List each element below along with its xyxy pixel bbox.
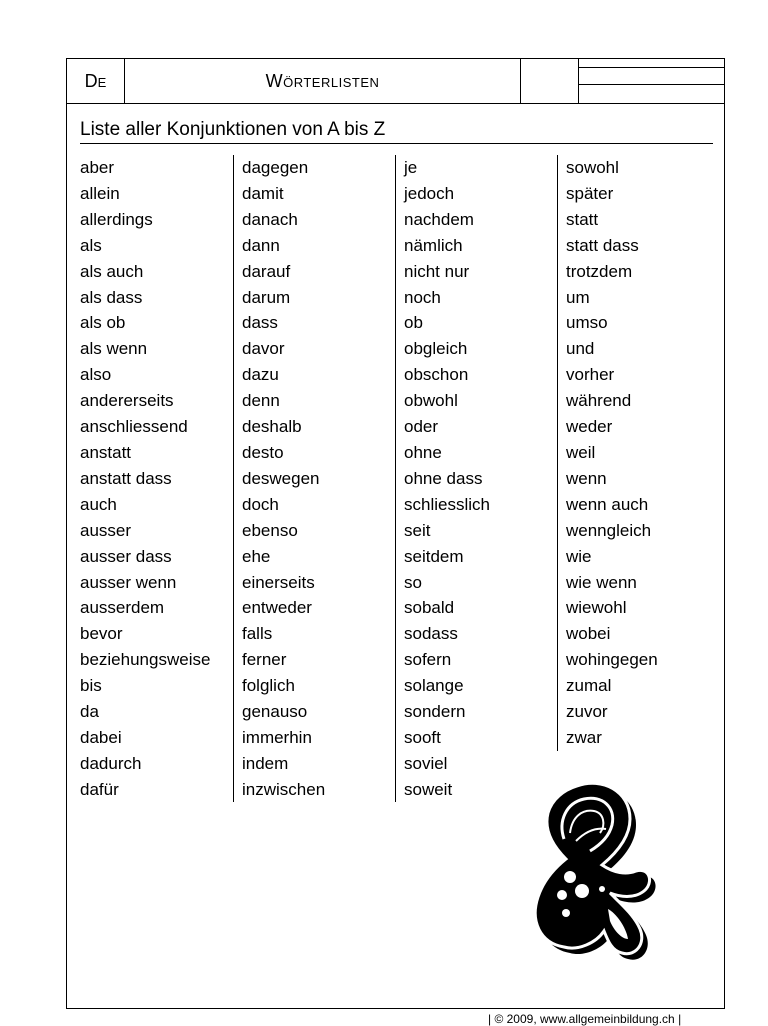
word-item: falls: [242, 624, 273, 644]
word-item: so: [404, 572, 422, 592]
column-divider: [395, 155, 396, 802]
word-item: sodass: [404, 624, 458, 644]
header-divider: [67, 103, 724, 104]
word-item: aber: [80, 158, 115, 177]
word-item: umso: [566, 313, 608, 333]
word-item: da: [80, 702, 99, 722]
word-item: dadurch: [80, 753, 142, 773]
word-item: anstatt: [80, 442, 132, 462]
word-item: je: [404, 158, 418, 177]
word-item: seitdem: [404, 546, 464, 566]
worksheet-frame: [66, 58, 725, 1009]
word-item: als dass: [80, 287, 143, 307]
word-item: anstatt dass: [80, 468, 172, 488]
word-column-2: [242, 155, 325, 803]
subject-label: De: [84, 70, 107, 91]
word-item: jedoch: [404, 183, 455, 203]
column-divider: [233, 155, 234, 802]
word-item: obschon: [404, 365, 469, 385]
word-item: sondern: [404, 702, 466, 722]
word-item: sobald: [404, 598, 455, 618]
word-item: genauso: [242, 702, 308, 722]
word-item: solange: [404, 676, 464, 696]
word-item: noch: [404, 287, 441, 307]
word-item: als: [80, 235, 102, 255]
header-lines-box: [579, 59, 725, 103]
word-item: doch: [242, 494, 279, 514]
word-item: wiewohl: [566, 598, 627, 618]
word-item: deshalb: [242, 417, 302, 437]
header-line: [579, 67, 725, 68]
word-item: soviel: [404, 753, 448, 773]
word-item: sowohl: [566, 158, 619, 177]
word-item: ferner: [242, 650, 287, 670]
word-item: als ob: [80, 313, 126, 333]
ampersand-icon: [522, 781, 672, 971]
word-item: dazu: [242, 365, 279, 385]
page-title: Wörterlisten: [265, 70, 380, 91]
empty-header-box: [521, 59, 579, 103]
word-column-1: [80, 155, 210, 803]
word-item: bis: [80, 676, 102, 696]
word-item: denn: [242, 391, 280, 411]
word-item: anschliessend: [80, 417, 188, 437]
word-item: sofern: [404, 650, 452, 670]
word-item: davor: [242, 339, 285, 359]
heading-rule: [80, 143, 713, 144]
word-item: bevor: [80, 624, 123, 644]
word-item: darum: [242, 287, 291, 307]
word-item: immerhin: [242, 727, 312, 747]
word-item: einerseits: [242, 572, 315, 592]
word-item: schliesslich: [404, 494, 490, 514]
word-item: dann: [242, 235, 280, 255]
word-item: seit: [404, 520, 431, 540]
word-item: dass: [242, 313, 278, 333]
word-item: ohne dass: [404, 468, 483, 488]
word-item: zumal: [566, 676, 612, 696]
word-item: andererseits: [80, 391, 174, 411]
word-item: ausser dass: [80, 546, 172, 566]
word-item: darauf: [242, 261, 291, 281]
word-item: sooft: [404, 727, 441, 747]
word-item: ebenso: [242, 520, 298, 540]
word-item: also: [80, 365, 112, 385]
word-item: dafür: [80, 779, 119, 799]
word-item: als auch: [80, 261, 144, 281]
word-item: ausser: [80, 520, 132, 540]
word-item: zwar: [566, 727, 602, 747]
word-item: folglich: [242, 676, 295, 696]
word-item: während: [566, 391, 632, 411]
word-item: damit: [242, 183, 284, 203]
word-item: später: [566, 183, 614, 203]
word-item: beziehungsweise: [80, 650, 211, 670]
word-item: statt: [566, 209, 599, 229]
copyright-footer: | © 2009, www.allgemeinbildung.ch |: [488, 1012, 682, 1026]
word-item: wie: [566, 546, 592, 566]
word-item: ehe: [242, 546, 271, 566]
word-item: nämlich: [404, 235, 463, 255]
word-item: ausserdem: [80, 598, 165, 618]
word-item: oder: [404, 417, 439, 437]
word-item: zuvor: [566, 702, 608, 722]
word-item: inzwischen: [242, 779, 326, 799]
word-item: danach: [242, 209, 298, 229]
word-item: wenn: [566, 468, 607, 488]
word-item: allein: [80, 183, 120, 203]
column-divider: [557, 155, 558, 751]
word-column-4: [566, 155, 658, 751]
header-line: [579, 84, 725, 85]
word-item: ohne: [404, 442, 442, 462]
word-item: ob: [404, 313, 423, 333]
word-item: wobei: [566, 624, 611, 644]
word-item: allerdings: [80, 209, 153, 229]
word-item: dabei: [80, 727, 122, 747]
word-item: als wenn: [80, 339, 148, 359]
word-item: weil: [566, 442, 596, 462]
word-item: obwohl: [404, 391, 458, 411]
list-heading: Liste aller Konjunktionen von A bis Z: [80, 119, 386, 140]
word-item: desto: [242, 442, 284, 462]
word-item: weder: [566, 417, 613, 437]
word-item: soweit: [404, 779, 453, 799]
word-item: vorher: [566, 365, 615, 385]
word-item: nicht nur: [404, 261, 470, 281]
word-item: nachdem: [404, 209, 474, 229]
word-item: um: [566, 287, 590, 307]
word-item: indem: [242, 753, 289, 773]
title-cell: [125, 59, 521, 103]
word-item: entweder: [242, 598, 312, 618]
word-item: ausser wenn: [80, 572, 177, 592]
word-item: und: [566, 339, 595, 359]
word-item: trotzdem: [566, 261, 633, 281]
word-item: statt dass: [566, 235, 639, 255]
word-item: wie wenn: [566, 572, 637, 592]
subject-cell: [67, 59, 125, 103]
word-item: wenn auch: [566, 494, 649, 514]
word-item: obgleich: [404, 339, 468, 359]
word-item: wohingegen: [566, 650, 658, 670]
word-column-3: [404, 155, 490, 803]
word-item: wenngleich: [566, 520, 652, 540]
word-item: auch: [80, 494, 117, 514]
word-item: deswegen: [242, 468, 320, 488]
word-item: dagegen: [242, 158, 309, 177]
